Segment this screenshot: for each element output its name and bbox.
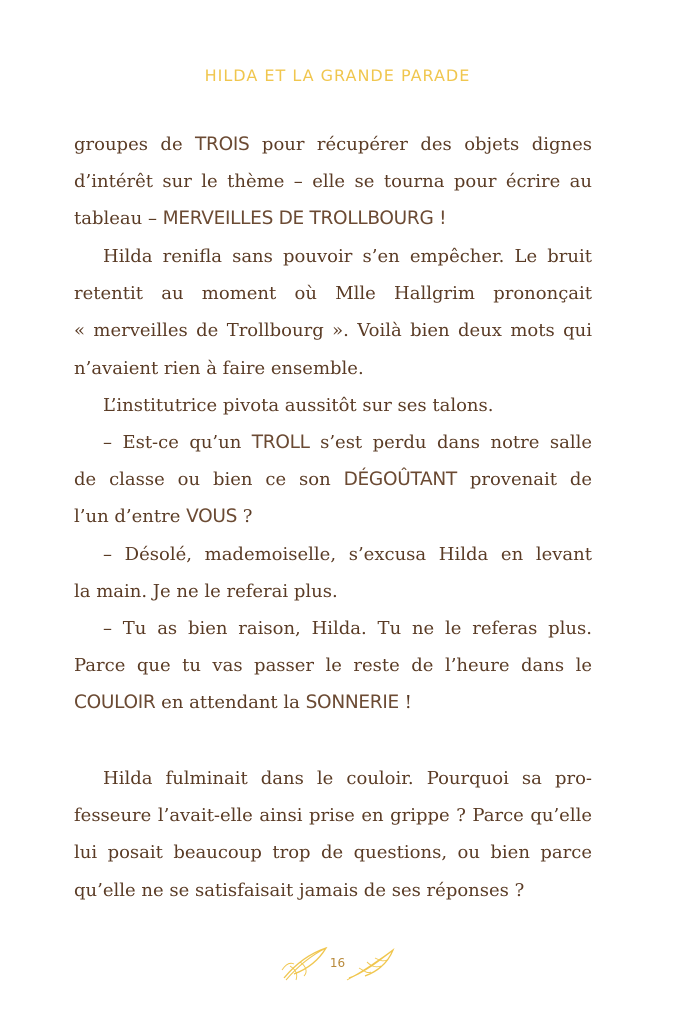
paragraph-continuation <box>74 126 592 238</box>
text-line: L’institutrice pivota aussitôt sur ses talons. <box>103 395 494 416</box>
paragraph <box>74 760 592 909</box>
text-span: en attendant la <box>155 692 306 714</box>
text-span: pour récupérer des objets dignes <box>249 134 592 155</box>
text-line <box>74 498 592 535</box>
emphasis-word: MERVEILLES DE TROLLBOURG ! <box>162 208 447 230</box>
text-span: ? <box>237 506 253 528</box>
text-line: Hilda renifla sans pouvoir s’en empêcher. Le bruit <box>103 246 592 267</box>
emphasis-word: TROIS <box>195 134 250 155</box>
text-line: Hilda fulminait dans le couloir. Pourquoi sa pro- <box>103 768 592 789</box>
page-number: 16 <box>329 956 346 970</box>
text-span: tableau – <box>74 208 163 230</box>
text-span: ! <box>398 692 412 714</box>
emphasis-word: VOUS <box>186 506 238 528</box>
folio <box>0 944 675 988</box>
text-line <box>74 424 592 461</box>
text-line: Parce que tu vas passer le reste de l’heure dans le <box>74 655 592 677</box>
emphasis-word: TROLL <box>251 432 310 453</box>
text-line: – Tu as bien raison, Hilda. Tu ne le referas plus. <box>103 618 592 639</box>
text-span: de classe ou bien ce son <box>74 469 344 491</box>
text-line: retentit au moment où Mlle Hallgrim prononçait <box>74 283 592 305</box>
text-line: qu’elle ne se satisfaisait jamais de ses réponses ? <box>74 879 525 901</box>
text-line: n’avaient rien à faire ensemble. <box>74 357 364 379</box>
text-span: provenait de <box>456 469 592 491</box>
text-line <box>74 684 592 721</box>
feather-right-icon <box>345 944 397 984</box>
text-line: – Désolé, mademoiselle, s’excusa Hilda en levant <box>103 544 592 565</box>
emphasis-word: COULOIR <box>74 692 156 714</box>
text-span: groupes de <box>74 134 196 155</box>
paragraph-dialogue <box>74 610 592 722</box>
paragraph <box>74 238 592 387</box>
text-span: – Est-ce qu’un <box>103 432 252 453</box>
text-line <box>74 126 592 163</box>
emphasis-word: SONNERIE <box>305 692 399 714</box>
text-line <box>74 461 592 498</box>
text-line: « merveilles de Trollbourg ». Voilà bien deux mots qui <box>74 320 592 342</box>
running-head: HILDA ET LA GRANDE PARADE <box>204 66 471 85</box>
text-span: s’est perdu dans notre salle <box>309 432 592 453</box>
text-line: fesseure l’avait-elle ainsi prise en grippe ? Parce qu’elle <box>74 805 592 827</box>
paragraph-dialogue <box>74 424 592 536</box>
text-line <box>74 200 592 237</box>
paragraph <box>74 387 592 424</box>
text-line: la main. Je ne le referai plus. <box>74 581 338 603</box>
text-line: d’intérêt sur le thème – elle se tourna pour écrire au <box>74 171 592 193</box>
paragraph-dialogue <box>74 536 592 610</box>
emphasis-word: DÉGOÛTANT <box>343 469 457 491</box>
text-span: l’un d’entre <box>74 506 187 528</box>
text-line: lui posait beaucoup trop de questions, ou bien parce <box>74 842 592 864</box>
